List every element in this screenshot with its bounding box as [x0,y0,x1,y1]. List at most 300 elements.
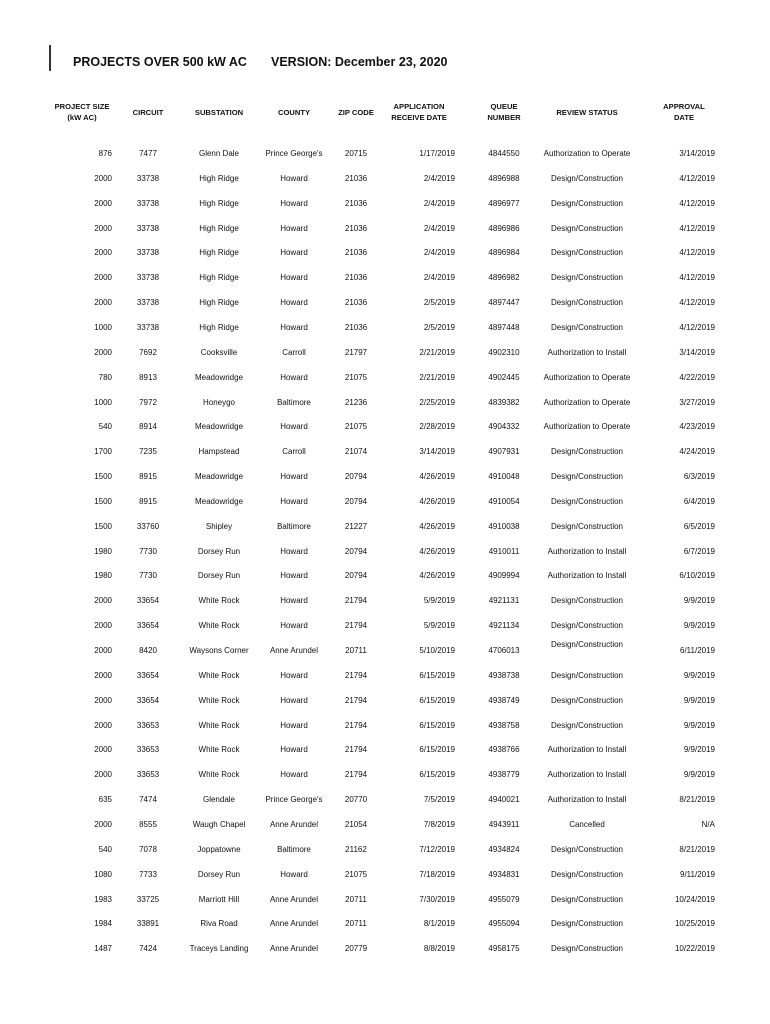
cell-size: 2000 [94,695,112,705]
cell-substation: High Ridge [199,173,239,183]
table-row [0,372,770,384]
cell-queue: 4897448 [488,322,520,332]
table-row [0,918,770,930]
cell-approval: 9/9/2019 [683,670,715,680]
cell-zip: 21162 [345,844,367,854]
cell-zip: 21075 [344,422,368,432]
cell-county: Howard [280,546,308,556]
cell-zip: 21236 [344,397,368,407]
cell-queue: 4934831 [488,869,520,879]
cell-size: 2000 [94,621,112,631]
cell-size: 1983 [94,894,112,904]
cell-approval: 4/12/2019 [679,223,715,233]
cell-size: 1500 [94,496,112,506]
table-row [0,570,770,582]
cell-approval: 4/12/2019 [679,298,715,308]
cell-status: Design/Construction [550,844,624,854]
cell-queue: 4897447 [488,298,520,308]
cell-circuit: 7730 [139,546,157,556]
cell-status: Design/Construction [550,621,624,631]
cell-circuit: 7730 [139,571,157,581]
cell-zip: 20779 [344,944,368,954]
column-header-line: QUEUE [490,102,518,111]
cell-circuit: 33738 [136,173,160,183]
column-header-line: ZIP CODE [338,108,374,117]
cell-queue: 4896977 [488,198,520,208]
cell-approval: 10/25/2019 [674,919,715,929]
column-header-app-date [374,101,464,123]
cell-approval: 4/12/2019 [679,322,715,332]
cell-queue: 4904332 [488,422,520,432]
cell-zip: 21036 [344,173,368,183]
cell-county: Anne Arundel [269,819,319,829]
table-row [0,322,770,334]
cell-size: 635 [98,795,112,805]
cell-circuit: 7235 [139,447,157,457]
cell-county: Howard [280,223,308,233]
cell-size: 1500 [94,472,112,482]
table-row [0,247,770,259]
cell-status: Authorization to Install [547,546,627,556]
cell-circuit: 7972 [139,397,157,407]
cell-zip: 21075 [344,869,368,879]
cell-circuit: 8555 [139,819,157,829]
table-row [0,496,770,508]
column-header-line: REVIEW STATUS [556,108,618,117]
cell-substation: Riva Road [200,919,238,929]
cell-substation: Marriott Hill [198,894,240,904]
cell-substation: White Rock [198,670,240,680]
cell-queue: 4896988 [488,173,520,183]
cell-county: Howard [280,720,308,730]
cell-status: Design/Construction [550,596,624,606]
cell-app-date: 6/15/2019 [419,695,455,705]
cell-circuit: 33760 [136,521,160,531]
cell-substation: Hampstead [198,447,240,457]
cell-circuit: 33725 [136,894,160,904]
cell-status: Authorization to Operate [543,397,631,407]
cell-queue: 4907931 [488,447,520,457]
cell-substation: White Rock [198,720,240,730]
column-header-status [542,107,632,118]
cell-approval: 6/3/2019 [683,472,715,482]
cell-substation: Honeygo [202,397,236,407]
table-row [0,794,770,806]
cell-status: Design/Construction [550,720,624,730]
cell-app-date: 2/4/2019 [423,273,455,283]
cell-status: Design/Construction [550,273,624,283]
cell-zip: 20715 [344,149,368,158]
cell-county: Howard [280,670,308,680]
cell-circuit: 7477 [139,149,157,158]
cell-zip: 21036 [344,322,368,332]
cell-county: Anne Arundel [269,646,319,655]
cell-status: Design/Construction [550,496,624,506]
table-row [0,769,770,781]
cell-queue: 4938766 [488,745,520,755]
cell-size: 780 [98,372,112,382]
cell-app-date: 5/10/2019 [419,646,455,655]
cell-circuit: 33654 [136,621,160,631]
cell-queue: 4938749 [488,695,520,705]
table-row [0,744,770,756]
cell-approval: 9/9/2019 [683,720,715,730]
cell-queue: 4839382 [488,397,520,407]
cell-substation: Meadowridge [194,372,244,382]
cell-approval: 8/21/2019 [679,844,715,854]
cell-circuit: 7424 [139,944,157,954]
cell-app-date: 6/15/2019 [419,670,455,680]
cell-app-date: 7/30/2019 [419,894,455,904]
cell-substation: Joppatowne [197,844,241,854]
cell-approval: 6/10/2019 [679,571,715,581]
cell-approval: 6/5/2019 [683,521,715,531]
document-title: PROJECTS OVER 500 kW AC [73,55,247,69]
cell-approval: 6/7/2019 [683,546,715,556]
table-row [0,347,770,359]
cell-zip: 20794 [344,472,368,482]
column-header-line: COUNTY [277,108,311,117]
table-row [0,421,770,433]
cell-queue: 4910038 [488,521,520,531]
cell-queue: 4910048 [488,472,520,482]
cell-zip: 21075 [344,372,368,382]
cell-app-date: 8/1/2019 [423,919,455,929]
cell-queue: 4896986 [488,223,520,233]
cell-queue: 4934824 [488,844,520,854]
cell-substation: High Ridge [199,298,239,308]
cell-status: Design/Construction [550,248,624,258]
cell-size: 2000 [94,198,112,208]
cell-circuit: 33738 [136,298,160,308]
cell-approval: 9/9/2019 [683,745,715,755]
cell-size: 1700 [94,447,112,457]
cell-county: Howard [280,248,308,258]
table-row [0,640,770,657]
cell-status: Authorization to Install [547,347,627,357]
table-row [0,397,770,409]
cell-queue: 4938738 [488,670,520,680]
cell-zip: 21794 [344,596,368,606]
cell-queue: 4706013 [488,646,520,655]
cell-app-date: 1/17/2019 [419,149,455,158]
table-row [0,471,770,483]
cell-substation: High Ridge [199,248,239,258]
cell-zip: 21036 [344,273,368,283]
cell-approval: 9/9/2019 [683,770,715,780]
cell-app-date: 2/25/2019 [419,397,455,407]
cell-approval: 4/22/2019 [679,372,715,382]
cell-circuit: 33653 [136,720,160,730]
cell-queue: 4844550 [488,149,520,158]
column-header-approval [639,101,729,123]
cell-queue: 4958175 [488,944,520,954]
cell-county: Howard [280,173,308,183]
table-row [0,844,770,856]
cell-circuit: 33654 [136,670,160,680]
table-row [0,272,770,284]
cell-queue: 4921134 [488,621,520,631]
cell-status: Design/Construction [550,919,624,929]
cell-status: Authorization to Install [547,571,627,581]
table-row [0,148,770,160]
cell-county: Howard [280,496,308,506]
cell-circuit: 7078 [139,844,157,854]
cell-app-date: 6/15/2019 [419,770,455,780]
cell-queue: 4938779 [488,770,520,780]
table-row [0,819,770,831]
cell-county: Howard [280,372,308,382]
cell-size: 2000 [94,770,112,780]
cell-county: Howard [280,472,308,482]
cell-county: Baltimore [277,844,311,854]
cell-zip: 21794 [344,621,368,631]
cell-substation: Glenn Dale [198,149,240,158]
column-header-line: PROJECT SIZE [54,102,110,111]
cell-app-date: 7/12/2019 [419,844,455,854]
cell-size: 2000 [94,223,112,233]
table-row [0,595,770,607]
cell-size: 2000 [94,596,112,606]
cell-circuit: 7733 [139,869,157,879]
table-row [0,198,770,210]
cell-queue: 4902310 [488,347,520,357]
cell-circuit: 33738 [136,223,160,233]
cell-approval: 4/23/2019 [679,422,715,432]
cell-county: Baltimore [277,521,311,531]
cell-size: 2000 [94,819,112,829]
cell-size: 2000 [94,248,112,258]
cell-circuit: 33738 [136,198,160,208]
cell-app-date: 4/26/2019 [419,546,455,556]
cell-queue: 4896982 [488,273,520,283]
table-row [0,670,770,682]
cell-substation: Shipley [205,521,233,531]
cell-queue: 4896984 [488,248,520,258]
cell-substation: Dorsey Run [197,546,241,556]
table-row [0,869,770,881]
cell-status: Design/Construction [550,472,624,482]
cell-size: 1000 [94,397,112,407]
cell-zip: 21794 [344,720,368,730]
cell-approval: 9/9/2019 [683,596,715,606]
column-header-line: SUBSTATION [194,108,244,117]
cell-zip: 21794 [344,670,368,680]
cell-substation: Waugh Chapel [192,819,246,829]
cell-county: Howard [280,322,308,332]
cell-status: Design/Construction [550,670,624,680]
cell-substation: White Rock [198,745,240,755]
cell-size: 2000 [94,273,112,283]
cell-size: 1500 [94,521,112,531]
cell-circuit: 33654 [136,695,160,705]
cell-zip: 21036 [344,248,368,258]
column-header-line: (kW AC) [67,113,97,122]
cell-zip: 20794 [344,571,368,581]
cell-county: Baltimore [277,397,311,407]
column-header-line: RECEIVE DATE [391,113,447,122]
cell-county: Prince George's [265,149,323,158]
column-header-line: NUMBER [487,113,521,122]
cell-approval: 4/12/2019 [679,248,715,258]
cell-zip: 20711 [345,919,367,929]
cell-app-date: 2/28/2019 [419,422,455,432]
cell-county: Howard [280,198,308,208]
cell-size: 2000 [94,646,112,655]
cell-app-date: 4/26/2019 [419,571,455,581]
cell-zip: 20711 [345,646,367,655]
cell-size: 1980 [94,571,112,581]
cell-size: 1080 [94,869,112,879]
cell-queue: 4902445 [488,372,520,382]
cell-county: Prince George's [265,795,323,805]
cell-status: Authorization to Operate [543,372,631,382]
cell-substation: White Rock [198,695,240,705]
cell-circuit: 7692 [139,347,157,357]
cell-substation: High Ridge [199,223,239,233]
cell-circuit: 8915 [139,496,157,506]
cell-approval: 6/11/2019 [680,646,715,655]
cell-status: Design/Construction [550,869,624,879]
cell-status: Authorization to Install [547,795,627,805]
cell-substation: Dorsey Run [197,869,241,879]
cell-approval: 8/21/2019 [679,795,715,805]
cell-substation: High Ridge [199,322,239,332]
cell-zip: 21794 [344,695,368,705]
cell-status: Authorization to Install [547,745,627,755]
cell-circuit: 33738 [136,322,160,332]
table-row [0,894,770,906]
cell-county: Anne Arundel [269,894,319,904]
cell-queue: 4909994 [488,571,520,581]
cell-app-date: 4/26/2019 [419,496,455,506]
cell-status: Cancelled [569,819,605,829]
cell-county: Howard [280,770,308,780]
cell-circuit: 33653 [136,745,160,755]
cell-size: 2000 [94,347,112,357]
cell-approval: 10/22/2019 [674,944,715,954]
cell-circuit: 33738 [136,248,160,258]
cell-county: Howard [280,298,308,308]
cell-app-date: 4/26/2019 [419,472,455,482]
cell-status: Design/Construction [550,521,624,531]
cell-size: 876 [98,149,112,158]
cell-approval: 4/12/2019 [679,198,715,208]
cell-zip: 20794 [344,496,368,506]
cell-app-date: 2/5/2019 [423,322,455,332]
cell-status: Design/Construction [550,447,624,457]
cell-county: Howard [280,621,308,631]
cell-approval: 4/12/2019 [679,273,715,283]
cell-substation: High Ridge [199,273,239,283]
cell-size: 2000 [94,720,112,730]
cell-status: Design/Construction [550,640,624,649]
column-header-line: CIRCUIT [132,108,164,117]
cell-app-date: 4/26/2019 [419,521,455,531]
cell-substation: Glendale [202,795,236,805]
cell-approval: 6/4/2019 [683,496,715,506]
table-row [0,446,770,458]
column-header-line: DATE [673,113,695,122]
cell-app-date: 7/5/2019 [423,795,455,805]
cell-app-date: 8/8/2019 [423,944,455,954]
cell-size: 540 [98,422,112,432]
cell-county: Carroll [282,347,306,357]
cell-app-date: 5/9/2019 [423,621,455,631]
cell-circuit: 33653 [136,770,160,780]
cell-status: Design/Construction [550,198,624,208]
table-row [0,297,770,309]
table-row [0,620,770,632]
cell-size: 1984 [94,919,112,929]
cell-status: Design/Construction [550,298,624,308]
cell-county: Anne Arundel [269,919,319,929]
cell-app-date: 2/4/2019 [423,223,455,233]
cell-county: Anne Arundel [269,944,319,954]
cell-circuit: 8915 [139,472,157,482]
cell-substation: High Ridge [199,198,239,208]
cell-county: Howard [280,745,308,755]
cell-queue: 4955094 [488,919,520,929]
cell-size: 1000 [94,322,112,332]
cell-size: 2000 [94,670,112,680]
cell-zip: 21036 [344,223,368,233]
cell-zip: 21794 [344,745,368,755]
cell-approval: 3/14/2019 [679,347,715,357]
cell-substation: Dorsey Run [197,571,241,581]
cell-approval: 3/27/2019 [679,397,715,407]
cell-app-date: 3/14/2019 [419,447,455,457]
cell-approval: 3/14/2019 [679,149,715,158]
cell-status: Authorization to Operate [543,422,631,432]
cell-circuit: 8420 [139,646,157,655]
cell-status: Authorization to Operate [543,149,631,158]
cell-approval: 9/11/2019 [680,869,715,879]
cell-substation: White Rock [198,621,240,631]
cell-zip: 20794 [344,546,368,556]
cell-substation: White Rock [198,770,240,780]
cell-queue: 4955079 [488,894,520,904]
cell-status: Design/Construction [550,894,624,904]
cell-app-date: 6/15/2019 [419,720,455,730]
cell-zip: 21036 [344,298,368,308]
table-row [0,695,770,707]
cell-zip: 21227 [344,521,368,531]
table-row [0,223,770,235]
cell-county: Howard [280,273,308,283]
cell-queue: 4910054 [488,496,520,506]
cell-app-date: 2/21/2019 [419,347,455,357]
cell-approval: 9/9/2019 [683,695,715,705]
cell-circuit: 33891 [136,919,160,929]
cell-app-date: 2/5/2019 [423,298,455,308]
cell-zip: 21797 [344,347,368,357]
cell-app-date: 5/9/2019 [423,596,455,606]
cell-county: Howard [280,869,308,879]
cell-zip: 21054 [344,819,368,829]
cell-substation: Cooksville [200,347,238,357]
cell-approval: 4/12/2019 [679,173,715,183]
cell-size: 1487 [94,944,112,954]
cell-circuit: 8913 [139,372,157,382]
cell-status: Design/Construction [550,944,624,954]
cell-queue: 4921131 [488,596,520,606]
cell-app-date: 2/4/2019 [423,173,455,183]
cell-substation: Meadowridge [194,472,244,482]
cell-circuit: 33654 [136,596,160,606]
cell-substation: White Rock [198,596,240,606]
cell-size: 1980 [94,546,112,556]
